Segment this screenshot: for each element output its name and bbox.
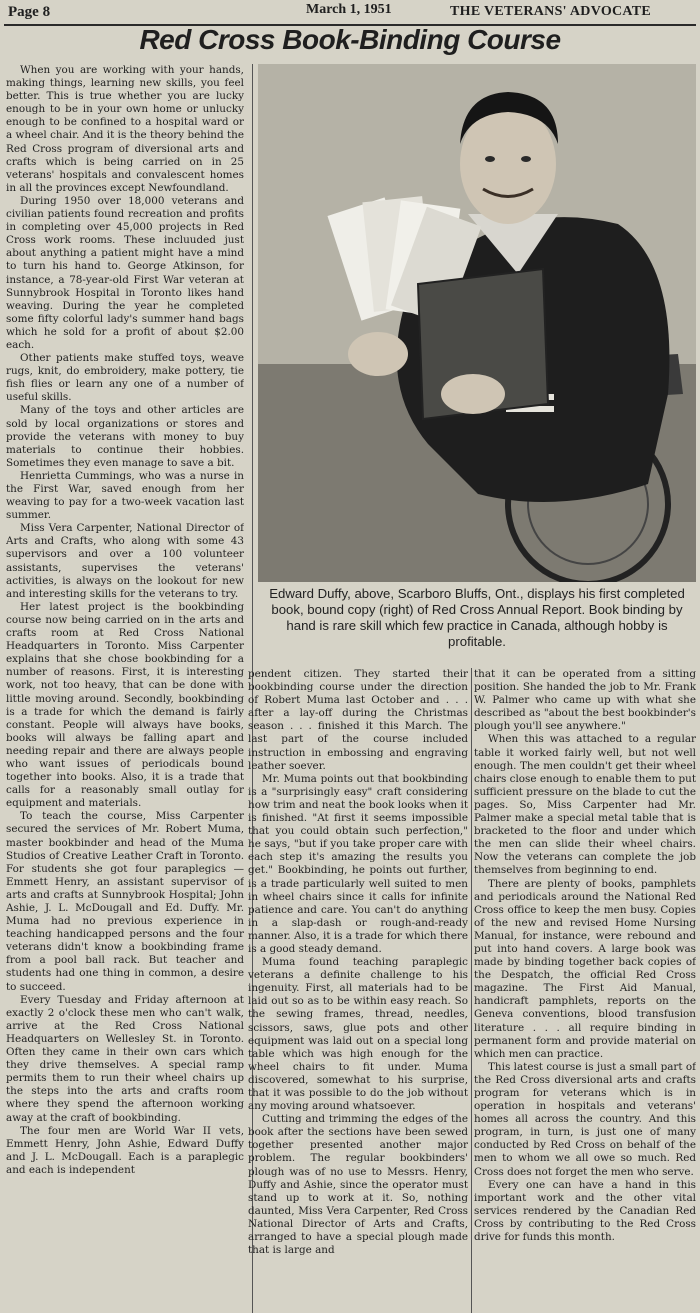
paragraph: Her latest project is the bookbinding course now being carried on in the arts and crafts room at Red Cross National Headquarters in Toronto. Miss Carpenter explains that she chose bookbinding for a number of reasons. First, it is interesting work, not too heavy, that can be done with little moving around. Secondly, bookbinding is a trade for which the demand is fairly constant. People will always have books, books will always be falling apart and needing repair and there are always people who want issues of periodicals bound together into books. Also, it is a trade that calls for a reasonably small outlay for equipment and materials.: [6, 600, 244, 810]
paragraph: Muma found teaching paraplegic veterans a definite challenge to his ingenuity. First, all materials had to be laid out so as to be within easy reach. So the sewing frames, thread, needles, scissors, saws, glue pots and other equipment was laid out on a special long table which was high enough for the wheel chairs to fit under. Muma discovered, somewhat to his surprise, that it was possible to do the job without any moving around whatsoever.: [248, 956, 468, 1113]
paragraph: Every one can have a hand in this important work and the other vital services rendered by the Canadian Red Cross by contributing to the Red Cross drive for funds this month.: [474, 1178, 696, 1244]
masthead: [4, 2, 696, 26]
article-headline: Red Cross Book-Binding Course: [139, 24, 561, 55]
paragraph: This latest course is just a small part of the Red Cross diversional arts and crafts program for veterans which is in operation in hospitals and veterans' homes all across the country. And this program, in turn, is just one of many conducted by Red Cross on behalf of the men to whom we all owe so much. Red Cross does not forget the men who serve.: [474, 1060, 696, 1178]
issue-date: March 1, 1951: [306, 2, 392, 17]
hand-left: [348, 332, 408, 376]
article-column-3: [474, 668, 696, 1313]
paragraph: pendent citizen. They started their bookbinding course under the direction of Robert Muma last October and . . . after a lay-off during the Christmas season . . . finished it this March. The last part of the course included instruction in embossing and engraving leather soever.: [248, 668, 468, 772]
paragraph: Cutting and trimming the edges of the book after the sections have been sewed together presented another major problem. The regular bookbinders' plough was of no use to Messrs. Henry, Duffy and Ashie, since the operator must stand up to work at it. So, nothing daunted, Miss Vera Carpenter, Red Cross National Director of Arts and Crafts, arranged to have a special plough made that is large and: [248, 1113, 468, 1257]
paragraph: Henrietta Cummings, who was a nurse in the First War, saved enough from her weaving to pay for a two-week vacation last summer.: [6, 469, 244, 522]
paragraph: Many of the toys and other articles are sold by local organizations or stores and provide the veterans with money to buy materials to continue their hobbies. Sometimes they even manage to save a bit.: [6, 404, 244, 469]
column-rule: [471, 668, 472, 1313]
photo-edward-duffy: [258, 64, 696, 582]
paragraph: Mr. Muma points out that bookbinding is a "surprisingly easy" craft considering how trim and neat the book looks when it is finished. "At first it seems impossible that you could obtain such perfection," he says, "but if you take proper care with each step it's amazing the results you get." Bookbinding, he points out further, is a trade particularly well suited to men in wheel chairs since it calls for infinite patience and care. You can't do anything in a slap-dash or rough-and-ready manner. Also, it is a trade for which there is a good steady demand.: [248, 772, 468, 955]
eye-left: [485, 156, 495, 162]
paragraph: To teach the course, Miss Carpenter secured the services of Mr. Robert Muma, master bookbinder and head of the Muma Studios of Creative Leather Craft in Toronto. For students she got four paraplegics — Emmett Henry, an assistant supervisor of arts and crafts at Sunnybrook Hospital; John Ashie, J. L. McDougall and Ed. Duffy. Mr. Muma had no previous experience in teaching handicapped persons and the four veterans didn't know a bookbinding frame from a pool ball rack. But teacher and students had one thing in common, a desire to succeed.: [6, 810, 244, 993]
article-column-1: [6, 64, 244, 1313]
eye-right: [521, 156, 531, 162]
paragraph: When this was attached to a regular table it worked fairly well, but not well enough. The men couldn't get their wheel chairs close enough to enable them to put sufficient pressure on the blade to cut the pages. So, Miss Carpenter had Mr. Palmer make a special metal table that is bracketed to the floor and under which the men can slide their wheel chairs. Now the veterans can complete the job themselves from beginning to end.: [474, 733, 696, 877]
paragraph: Miss Vera Carpenter, National Director of Arts and Crafts, who along with some 43 supervisors and over a 100 volunteer assistants, supervises the veterans' activities, is always on the lookout for new and interesting skills for the veterans to try.: [6, 522, 244, 600]
paragraph: During 1950 over 18,000 veterans and civilian patients found recreation and profits in completing over 45,000 projects in Red Cross work rooms. These incluuded just about anything a patient might have a mind to turn his hand to. George Atkinson, for instance, a 78-year-old First War veteran at Sunnybrook Hospital in Toronto likes hand weaving. During the year he completed some fifty colorful lady's summer hand bags which he sold for a profit of about $2.00 each.: [6, 194, 244, 351]
page-number: Page 8: [8, 4, 51, 20]
article-column-2: [248, 668, 468, 1313]
newspaper-name: THE VETERANS' ADVOCATE: [450, 4, 652, 19]
paragraph: There are plenty of books, pamphlets and periodicals around the National Red Cross office to keep the men busy. Copies of the new and revised Home Nursing Manual, for instance, were rebound and put into hand covers. A large book was made by binding together back copies of the Despatch, the official Red Cross magazine. The First Aid Manual, handicraft pamphlets, reports on the Geneva conventions, blood transfusion literature . . . all require binding in permanent form and provide material on which men can practice.: [474, 877, 696, 1060]
paragraph: that it can be operated from a sitting position. She handed the job to Mr. Frank W. Palmer who came up with what she described as "about the best bookbinder's plough you'll see anywhere.": [474, 668, 696, 733]
paragraph: When you are working with your hands, making things, learning new skills, you feel better. This is true whether you are lucky enough to be in your own home or unlucky enough to be confined to a hospital ward or a wheel chair. And it is the theory behind the Red Cross program of diversional arts and crafts which is being carried on in 25 veterans' hospitals and convalescent homes in all the provinces except Newfoundland.: [6, 64, 244, 194]
photo-caption: Edward Duffy, above, Scarboro Bluffs, Ont., displays his first completed book, bound copy (right) of Red Cross Annual Report. Book binding by hand is rare skill which few practice in Canada, although hobby is profitable.: [269, 586, 685, 649]
paragraph: Every Tuesday and Friday afternoon at exactly 2 o'clock these men who can't walk, arrive at the Red Cross National Headquarters on Wellesley St. in Toronto. Often they came in their own cars which they drive themselves. A special ramp permits them to run their wheel chairs up the steps into the arts and crafts room where they spend the afternoon working away at the craft of bookbinding.: [6, 993, 244, 1124]
photo-illustration: [258, 64, 696, 582]
paragraph: Other patients make stuffed toys, weave rugs, knit, do embroidery, make pottery, tie fish flies or learn any one of a number of useful skills.: [6, 352, 244, 404]
paragraph: The four men are World War II vets, Emmett Henry, John Ashie, Edward Duffy and J. L. McDougall. Each is a paraplegic and each is independent: [6, 1124, 244, 1176]
hand-right: [441, 374, 505, 414]
